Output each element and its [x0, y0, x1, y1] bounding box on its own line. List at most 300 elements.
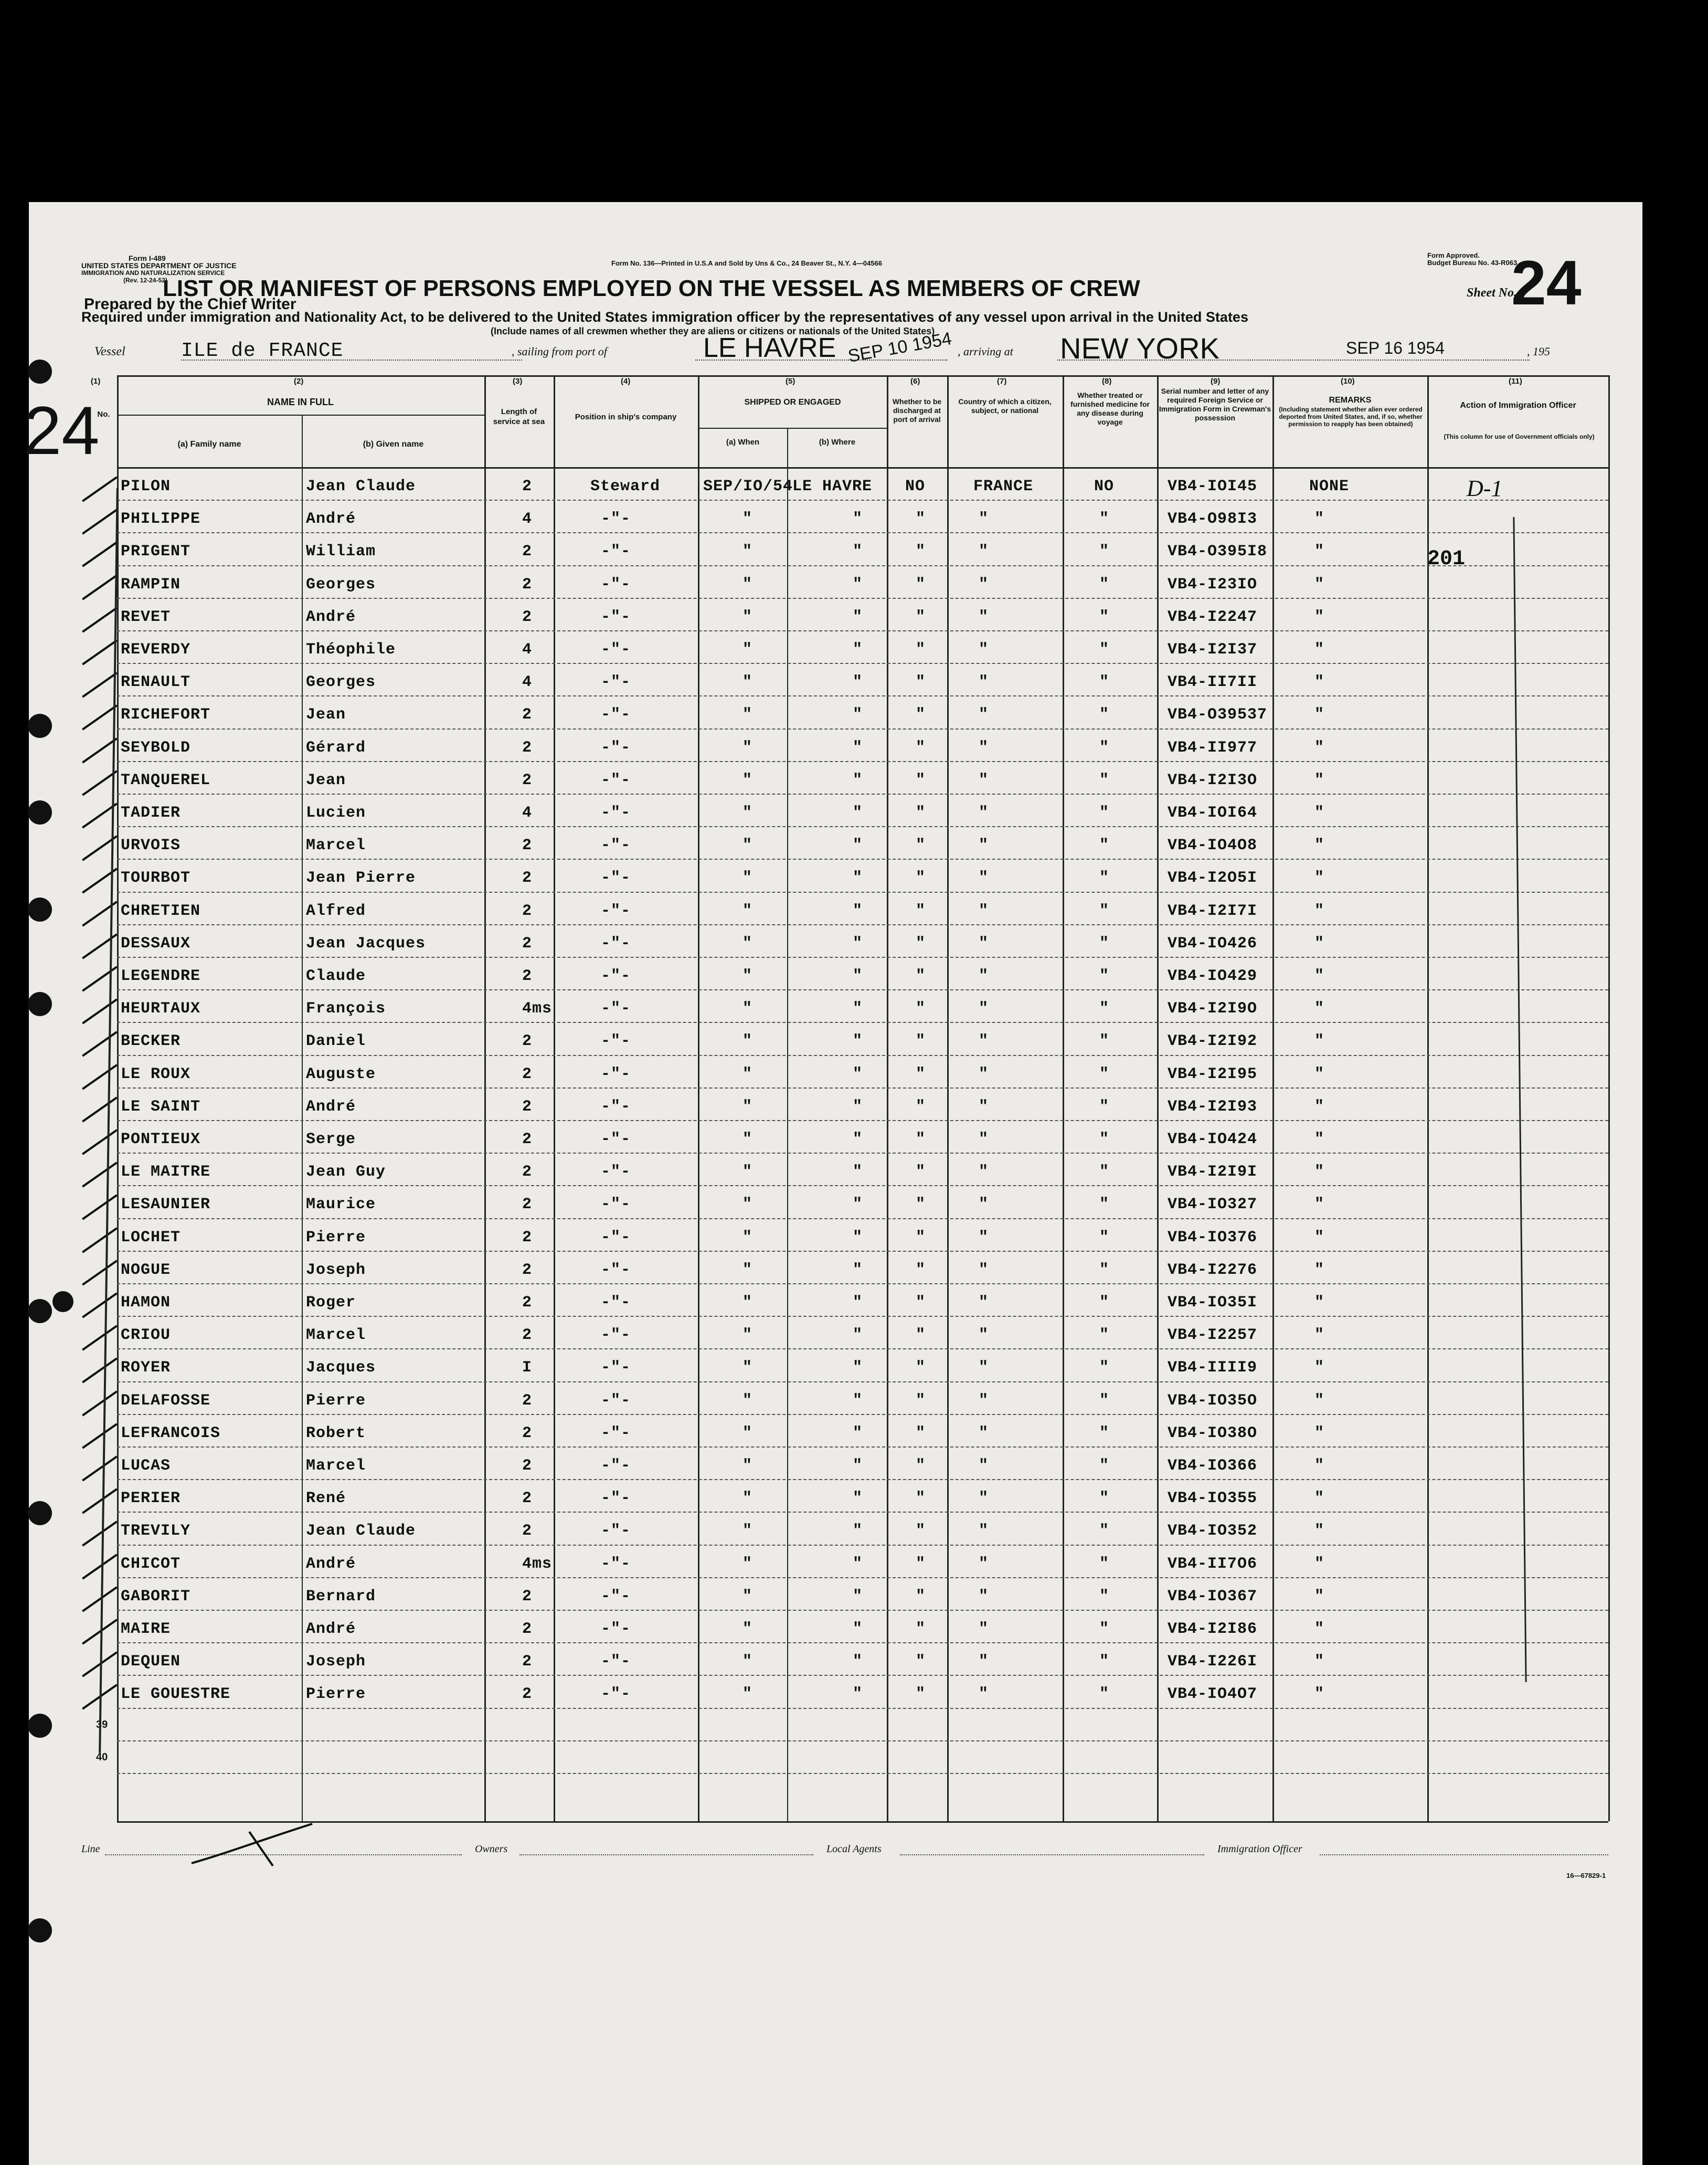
med-ditto-cell: " [1099, 967, 1110, 985]
remarks-ditto-cell: " [1314, 706, 1325, 724]
dis-ditto-cell: " [916, 641, 926, 659]
where-ditto-cell: " [853, 869, 863, 888]
given-name-cell: André [306, 1097, 356, 1116]
tally-check-mark [82, 1195, 118, 1220]
tally-check-mark [82, 1390, 118, 1416]
country-ditto-cell: " [979, 1424, 989, 1442]
when-ditto-cell: " [742, 1620, 753, 1638]
where-ditto-cell: " [853, 1391, 863, 1410]
col-divider [1608, 375, 1610, 1821]
tally-check-mark [82, 1292, 118, 1318]
dis-ditto-cell: " [916, 967, 926, 985]
given-name-cell: Auguste [306, 1065, 376, 1083]
when-ditto-cell: " [742, 1032, 753, 1051]
position-ditto-cell: -"- [601, 1326, 631, 1345]
country-ditto-cell: " [979, 1163, 989, 1181]
sailing-label: , sailing from port of [512, 345, 607, 358]
med-ditto-cell: " [1099, 1620, 1110, 1638]
dis-ditto-cell: " [916, 1457, 926, 1475]
where-ditto-cell: " [853, 1522, 863, 1540]
row-divider [117, 695, 1608, 696]
tally-check-mark [82, 999, 118, 1025]
col-number: (11) [1509, 377, 1522, 386]
length-of-service-cell: 2 [522, 902, 533, 920]
length-of-service-cell: 2 [522, 1391, 533, 1410]
where-ditto-cell: " [853, 837, 863, 855]
remarks-ditto-cell: " [1314, 543, 1325, 561]
dis-ditto-cell: " [916, 1228, 926, 1247]
serial-number-cell: VB4-I2I92 [1168, 1032, 1258, 1051]
header-no: No. [97, 410, 110, 419]
given-name-cell: Jean Claude [306, 478, 416, 495]
country-ditto-cell: " [979, 1620, 989, 1638]
row-divider [117, 1218, 1608, 1219]
row-divider [117, 1251, 1608, 1252]
when-ditto-cell: " [742, 869, 753, 888]
when-ditto-cell: " [742, 1490, 753, 1508]
serial-number-cell: VB4-I2I86 [1168, 1620, 1258, 1638]
where-ditto-cell: " [853, 543, 863, 561]
punch-hole [28, 897, 52, 922]
row-divider [117, 1414, 1608, 1415]
where-ditto-cell: " [853, 510, 863, 529]
length-of-service-cell: 2 [522, 738, 533, 757]
country-ditto-cell: " [979, 869, 989, 888]
row-divider [117, 1708, 1608, 1709]
serial-number-cell: VB4-II7O6 [1168, 1555, 1258, 1573]
country-ditto-cell: " [979, 1555, 989, 1573]
dis-ditto-cell: " [916, 1490, 926, 1508]
where-ditto-cell: " [853, 738, 863, 757]
serial-number-cell: VB4-IO352 [1168, 1522, 1258, 1540]
family-name-cell: HAMON [121, 1294, 171, 1312]
dis-ditto-cell: " [916, 771, 926, 789]
given-name-cell: Bernard [306, 1587, 376, 1606]
header-position: Position in ship's company [575, 413, 677, 421]
country-ditto-cell: " [979, 771, 989, 789]
row-divider [117, 532, 1608, 533]
position-ditto-cell: -"- [601, 1522, 631, 1540]
serial-number-cell: VB4-II7II [1168, 673, 1258, 692]
family-name-cell: PHILIPPE [121, 510, 201, 529]
where-ditto-cell: " [853, 1326, 863, 1345]
header-given-name: (b) Given name [363, 440, 424, 449]
med-ditto-cell: " [1099, 771, 1110, 789]
remarks-ditto-cell: " [1314, 1131, 1325, 1148]
tally-check-mark [82, 1227, 118, 1253]
serial-number-cell: VB4-IO424 [1168, 1131, 1258, 1148]
arrival-port: NEW YORK [1060, 332, 1219, 365]
when-ditto-cell: " [742, 641, 753, 659]
header-serial: Serial number and letter of any required Foreign Service or Immigration Form in Crewman's possession [1159, 387, 1271, 422]
when-ditto-cell: " [742, 1424, 753, 1442]
country-ditto-cell: " [979, 1457, 989, 1475]
serial-number-cell: VB4-I2I95 [1168, 1065, 1258, 1083]
family-name-cell: REVET [121, 608, 171, 626]
discharged-cell: NO [905, 478, 926, 495]
length-of-service-cell: 2 [522, 1228, 533, 1247]
col-divider [1157, 375, 1159, 1821]
remarks-ditto-cell: " [1314, 1555, 1325, 1573]
position-ditto-cell: -"- [601, 1294, 631, 1312]
tally-check-mark [82, 1325, 118, 1351]
when-ditto-cell: " [742, 1685, 753, 1704]
serial-number-cell: VB4-I2247 [1168, 608, 1258, 626]
dis-ditto-cell: " [916, 1065, 926, 1083]
med-ditto-cell: " [1099, 902, 1110, 920]
med-ditto-cell: " [1099, 1522, 1110, 1540]
position-ditto-cell: -"- [601, 1131, 631, 1148]
form-id-line: Form I-489 [129, 254, 166, 262]
length-of-service-cell: 4ms [522, 1000, 553, 1018]
country-ditto-cell: " [979, 1359, 989, 1377]
punch-hole [28, 360, 52, 384]
serial-number-cell: VB4-IO327 [1168, 1196, 1258, 1214]
row-divider [117, 1479, 1608, 1480]
when-ditto-cell: " [742, 1000, 753, 1018]
position-ditto-cell: -"- [601, 1457, 631, 1475]
length-of-service-cell: 4 [522, 804, 533, 822]
serial-number-cell: VB4-I2I7I [1168, 902, 1258, 920]
when-ditto-cell: " [742, 1587, 753, 1606]
where-ditto-cell: " [853, 575, 863, 594]
vessel-underline [181, 360, 522, 361]
family-name-cell: TOURBOT [121, 869, 191, 888]
where-ditto-cell: " [853, 1490, 863, 1508]
position-ditto-cell: -"- [601, 1000, 631, 1018]
given-name-cell: Gérard [306, 738, 366, 757]
sailing-date-stamp: SEP 10 1954 [846, 328, 953, 367]
where-ditto-cell: " [853, 1261, 863, 1279]
given-name-cell: Robert [306, 1424, 366, 1442]
serial-number-cell: VB4-IO4O7 [1168, 1685, 1258, 1704]
header-when: (a) When [726, 438, 760, 447]
country-ditto-cell: " [979, 1131, 989, 1148]
footer-officer-label: Immigration Officer [1217, 1843, 1302, 1855]
given-name-cell: Marcel [306, 1326, 366, 1345]
given-name-cell: Serge [306, 1131, 356, 1148]
given-name-cell: Marcel [306, 1457, 366, 1475]
when-ditto-cell: " [742, 1391, 753, 1410]
header-where: (b) Where [819, 438, 856, 447]
position-ditto-cell: -"- [601, 837, 631, 855]
vessel-name: ILE de FRANCE [181, 340, 344, 362]
col-divider [947, 375, 949, 1821]
length-of-service-cell: 2 [522, 1620, 533, 1638]
footer-owners-underline [519, 1854, 813, 1855]
remarks-cell: NONE [1309, 478, 1350, 495]
country-cell: FRANCE [973, 478, 1034, 495]
row-divider [117, 1740, 1608, 1741]
length-of-service-cell: 2 [522, 1685, 533, 1704]
position-ditto-cell: -"- [601, 1163, 631, 1181]
col-number: (10) [1341, 377, 1355, 386]
header-discharged: Whether to be discharged at port of arrival [892, 397, 942, 424]
country-ditto-cell: " [979, 1522, 989, 1540]
remarks-ditto-cell: " [1314, 1032, 1325, 1051]
remarks-ditto-cell: " [1314, 1326, 1325, 1345]
dis-ditto-cell: " [916, 1326, 926, 1345]
med-ditto-cell: " [1099, 1000, 1110, 1018]
tally-check-mark [82, 1064, 118, 1090]
remarks-ditto-cell: " [1314, 1391, 1325, 1410]
length-of-service-cell: 4 [522, 673, 533, 692]
col-divider [698, 375, 699, 1821]
serial-number-cell: VB4-II977 [1168, 738, 1258, 757]
given-name-cell: Théophile [306, 641, 396, 659]
where-ditto-cell: " [853, 1653, 863, 1671]
punch-hole [52, 1291, 73, 1312]
footer-agents-label: Local Agents [826, 1843, 882, 1855]
med-ditto-cell: " [1099, 510, 1110, 529]
dis-ditto-cell: " [916, 1653, 926, 1671]
header-length-of-service: Length of service at sea [493, 407, 545, 426]
dis-ditto-cell: " [916, 869, 926, 888]
given-name-cell: Daniel [306, 1032, 366, 1051]
med-ditto-cell: " [1099, 1490, 1110, 1508]
length-of-service-cell: 2 [522, 1065, 533, 1083]
arriving-label: , arriving at [958, 345, 1013, 358]
row-divider [117, 1185, 1608, 1186]
family-name-cell: LOCHET [121, 1228, 181, 1247]
when-ditto-cell: " [742, 738, 753, 757]
form-id-line: (Rev. 12-24-52) [123, 277, 167, 284]
col-number: (8) [1102, 377, 1112, 386]
given-name-cell: Joseph [306, 1261, 366, 1279]
row-divider [117, 761, 1608, 762]
form-approved-line: Form Approved. [1427, 251, 1480, 259]
length-of-service-cell: 2 [522, 1131, 533, 1148]
remarks-ditto-cell: " [1314, 1587, 1325, 1606]
footer-form-code: 16—67829-1 [1566, 1872, 1606, 1879]
country-ditto-cell: " [979, 673, 989, 692]
shipped-when-cell: SEP/IO/54 [703, 478, 793, 495]
annotation-bracket-line [1513, 517, 1526, 1682]
length-of-service-cell: 2 [522, 608, 533, 626]
footer-agents-underline [900, 1854, 1204, 1855]
country-ditto-cell: " [979, 1685, 989, 1704]
given-name-cell: Jean Pierre [306, 869, 416, 888]
family-name-cell: LE MAITRE [121, 1163, 211, 1181]
family-name-cell: TADIER [121, 804, 181, 822]
position-ditto-cell: -"- [601, 1097, 631, 1116]
family-name-cell: NOGUE [121, 1261, 171, 1279]
med-ditto-cell: " [1099, 804, 1110, 822]
form-id-line: IMMIGRATION AND NATURALIZATION SERVICE [81, 269, 225, 277]
dis-ditto-cell: " [916, 1000, 926, 1018]
med-ditto-cell: " [1099, 1587, 1110, 1606]
position-ditto-cell: -"- [601, 1490, 631, 1508]
position-ditto-cell: -"- [601, 1065, 631, 1083]
medicine-cell: NO [1094, 478, 1115, 495]
country-ditto-cell: " [979, 902, 989, 920]
where-ditto-cell: " [853, 1457, 863, 1475]
dis-ditto-cell: " [916, 738, 926, 757]
footer-owners-label: Owners [475, 1843, 508, 1855]
dis-ditto-cell: " [916, 706, 926, 724]
position-ditto-cell: -"- [601, 902, 631, 920]
when-ditto-cell: " [742, 1228, 753, 1247]
med-ditto-cell: " [1099, 1228, 1110, 1247]
dis-ditto-cell: " [916, 1294, 926, 1312]
when-ditto-cell: " [742, 673, 753, 692]
where-ditto-cell: " [853, 641, 863, 659]
med-ditto-cell: " [1099, 1457, 1110, 1475]
when-ditto-cell: " [742, 804, 753, 822]
col-divider [484, 375, 486, 1821]
punch-hole [28, 800, 52, 825]
med-ditto-cell: " [1099, 1653, 1110, 1671]
col-number: (5) [786, 377, 795, 386]
row-divider [117, 1545, 1608, 1546]
when-ditto-cell: " [742, 967, 753, 985]
punch-hole [28, 1714, 52, 1738]
header-action-note: (This column for use of Government officials only) [1444, 433, 1595, 440]
where-ditto-cell: " [853, 967, 863, 985]
country-ditto-cell: " [979, 804, 989, 822]
med-ditto-cell: " [1099, 1032, 1110, 1051]
manifest-title: LIST OR MANIFEST OF PERSONS EMPLOYED ON THE VESSEL AS MEMBERS OF CREW [163, 276, 1140, 301]
when-ditto-cell: " [742, 1457, 753, 1475]
row-divider [117, 1055, 1608, 1056]
name-subheader-line [117, 415, 484, 416]
serial-number-cell: VB4-IOI64 [1168, 804, 1258, 822]
when-ditto-cell: " [742, 575, 753, 594]
med-ditto-cell: " [1099, 869, 1110, 888]
tally-check-mark [82, 476, 118, 502]
serial-number-cell: VB4-I2I9I [1168, 1163, 1258, 1181]
arrival-underline [1057, 360, 1530, 361]
med-ditto-cell: " [1099, 1294, 1110, 1312]
when-ditto-cell: " [742, 543, 753, 561]
serial-number-cell: VB4-IO367 [1168, 1587, 1258, 1606]
position-ditto-cell: -"- [601, 1620, 631, 1638]
family-name-cell: REVERDY [121, 641, 191, 659]
serial-number-cell: VB4-I23IO [1168, 575, 1258, 594]
remarks-ditto-cell: " [1314, 641, 1325, 659]
remarks-ditto-cell: " [1314, 1228, 1325, 1247]
given-name-cell: André [306, 1620, 356, 1638]
length-of-service-cell: 4 [522, 510, 533, 529]
when-ditto-cell: " [742, 1522, 753, 1540]
annotation-201: 201 [1427, 547, 1466, 571]
position-ditto-cell: -"- [601, 869, 631, 888]
serial-number-cell: VB4-IOI45 [1168, 478, 1258, 495]
country-ditto-cell: " [979, 575, 989, 594]
where-ditto-cell: " [853, 1620, 863, 1638]
serial-number-cell: VB4-IIII9 [1168, 1359, 1258, 1377]
when-ditto-cell: " [742, 510, 753, 529]
country-ditto-cell: " [979, 1097, 989, 1116]
med-ditto-cell: " [1099, 543, 1110, 561]
remarks-ditto-cell: " [1314, 1261, 1325, 1279]
row-divider [117, 892, 1608, 893]
when-ditto-cell: " [742, 1097, 753, 1116]
row-number: 40 [96, 1751, 108, 1763]
serial-number-cell: VB4-O98I3 [1168, 510, 1258, 529]
dis-ditto-cell: " [916, 543, 926, 561]
family-name-cell: RENAULT [121, 673, 191, 692]
where-ditto-cell: " [853, 1131, 863, 1148]
big-sheet-number: 24 [24, 392, 100, 469]
footer-officer-underline [1320, 1854, 1608, 1855]
serial-number-cell: VB4-IO355 [1168, 1490, 1258, 1508]
given-name-cell: Maurice [306, 1196, 376, 1214]
col-number: (3) [513, 377, 523, 386]
when-ditto-cell: " [742, 608, 753, 626]
punch-hole [28, 1918, 52, 1942]
dis-ditto-cell: " [916, 1555, 926, 1573]
position-ditto-cell: -"- [601, 1359, 631, 1377]
col-number: (4) [621, 377, 631, 386]
tally-check-mark [82, 1031, 118, 1057]
remarks-ditto-cell: " [1314, 510, 1325, 529]
dis-ditto-cell: " [916, 837, 926, 855]
dis-ditto-cell: " [916, 1522, 926, 1540]
col-number: (9) [1211, 377, 1221, 386]
row-divider [117, 728, 1608, 730]
row-divider [117, 1348, 1608, 1349]
dis-ditto-cell: " [916, 1032, 926, 1051]
row-divider [117, 794, 1608, 795]
tally-check-mark [82, 1423, 118, 1449]
position-ditto-cell: -"- [601, 1424, 631, 1442]
country-ditto-cell: " [979, 1065, 989, 1083]
row-divider [117, 1381, 1608, 1382]
where-ditto-cell: " [853, 1685, 863, 1704]
given-name-cell: Pierre [306, 1391, 366, 1410]
remarks-ditto-cell: " [1314, 1065, 1325, 1083]
when-ditto-cell: " [742, 1359, 753, 1377]
where-ditto-cell: " [853, 1359, 863, 1377]
remarks-ditto-cell: " [1314, 1522, 1325, 1540]
serial-number-cell: VB4-I2276 [1168, 1261, 1258, 1279]
row-divider [117, 1512, 1608, 1513]
length-of-service-cell: 2 [522, 1457, 533, 1475]
given-name-cell: André [306, 608, 356, 626]
given-name-cell: Joseph [306, 1653, 366, 1671]
med-ditto-cell: " [1099, 1065, 1110, 1083]
where-ditto-cell: " [853, 1163, 863, 1181]
annotation-d1: D-1 [1467, 476, 1503, 501]
when-ditto-cell: " [742, 1196, 753, 1214]
row-divider [117, 663, 1608, 664]
remarks-ditto-cell: " [1314, 1653, 1325, 1671]
serial-number-cell: VB4-IO366 [1168, 1457, 1258, 1475]
given-name-cell: Marcel [306, 837, 366, 855]
remarks-ditto-cell: " [1314, 804, 1325, 822]
row-divider [117, 1153, 1608, 1154]
given-name-cell: Alfred [306, 902, 366, 920]
serial-number-cell: VB4-IO4O8 [1168, 837, 1258, 855]
serial-number-cell: VB4-I2I37 [1168, 641, 1258, 659]
col-divider [1427, 375, 1429, 1821]
med-ditto-cell: " [1099, 1359, 1110, 1377]
length-of-service-cell: 4 [522, 641, 533, 659]
serial-number-cell: VB4-I2I93 [1168, 1097, 1258, 1116]
given-name-cell: André [306, 1555, 356, 1573]
length-of-service-cell: 2 [522, 1326, 533, 1345]
country-ditto-cell: " [979, 608, 989, 626]
row-divider [117, 1316, 1608, 1317]
tally-check-mark [82, 574, 118, 600]
dis-ditto-cell: " [916, 934, 926, 953]
family-name-cell: SEYBOLD [121, 738, 191, 757]
family-name-cell: CRIOU [121, 1326, 171, 1345]
subtitle-note: (Include names of all crewmen whether they are aliens or citizens or nationals of the United States) [491, 326, 935, 336]
dis-ditto-cell: " [916, 1163, 926, 1181]
position-ditto-cell: -"- [601, 967, 631, 985]
